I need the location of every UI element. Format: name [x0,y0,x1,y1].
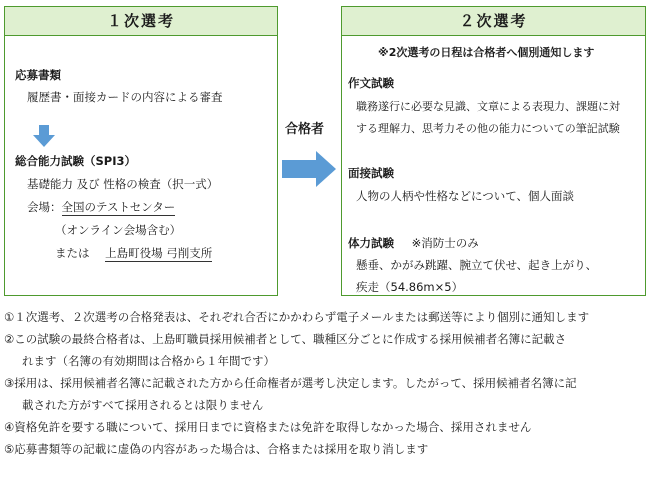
essay-heading: 作文試験 [348,76,394,90]
venue-alt: 上島町役場 弓削支所 [105,246,213,260]
stage1-panel [4,6,278,296]
docs-heading: 応募書類 [15,68,61,82]
physical-heading: 体力試験 [348,236,394,250]
essay-text-1: 職務遂行に必要な見識、文章による表現力、課題に対 [356,100,620,113]
docs-text: 履歴書・面接カードの内容による審査 [27,90,223,104]
stage2-notice: ※2次選考の日程は合格者へ個別通知します [378,46,595,59]
physical-note: ※消防士のみ [411,236,479,250]
note-1: ①１次選考、２次選考の合格発表は、それぞれ合否にかかわらず電子メールまたは郵送等により個別に通知します [4,310,590,324]
venue-main: 全国のテストセンター [61,200,176,214]
stage2-panel [341,6,646,296]
note-3: ③採用は、採用候補者名簿に記載された方から任命権者が選考し決定します。したがって、採用候補者名簿に記 [4,376,577,390]
connector-label: 合格者 [285,122,325,137]
venue-online: （オンライン会場含む） [55,223,182,237]
spi-text: 基礎能力 及び 性格の検査（択一式） [27,177,219,191]
stage1-title: １次選考 [5,7,277,36]
physical-line [348,235,479,251]
note-2-cont: れます（名簿の有効期間は合格から１年間です） [22,354,275,368]
physical-text-1: 懸垂、かがみ跳躍、腕立て伏せ、起き上がり、 [356,258,598,272]
venue-or: または [55,246,90,260]
physical-text-2: 疾走（54.86m×5） [356,280,464,294]
note-2: ②この試験の最終合格者は、上島町職員採用候補者として、職種区分ごとに作成する採用候補者名簿に記載さ [4,332,567,346]
venue-alt-line [55,245,212,261]
note-3-cont: 載された方がすべて採用されるとは限りません [22,398,264,412]
down-arrow-icon [33,125,55,147]
essay-text-2: する理解力、思考力その他の能力についての筆記試験 [356,122,620,135]
venue-line [27,199,175,215]
note-5: ⑤応募書類等の記載に虚偽の内容があった場合は、合格または採用を取り消します [4,442,429,456]
interview-text: 人物の人柄や性格などについて、個人面談 [356,189,575,203]
interview-heading: 面接試験 [348,166,394,180]
right-arrow-icon [282,151,336,187]
spi-heading: 総合能力試験（SPI3） [15,154,136,168]
note-4: ④資格免許を要する職について、採用日までに資格または免許を取得しなかった場合、採用されません [4,420,532,434]
notes-list [4,306,646,460]
stage2-title: ２次選考 [342,7,645,36]
venue-label: 会場： [27,200,62,214]
